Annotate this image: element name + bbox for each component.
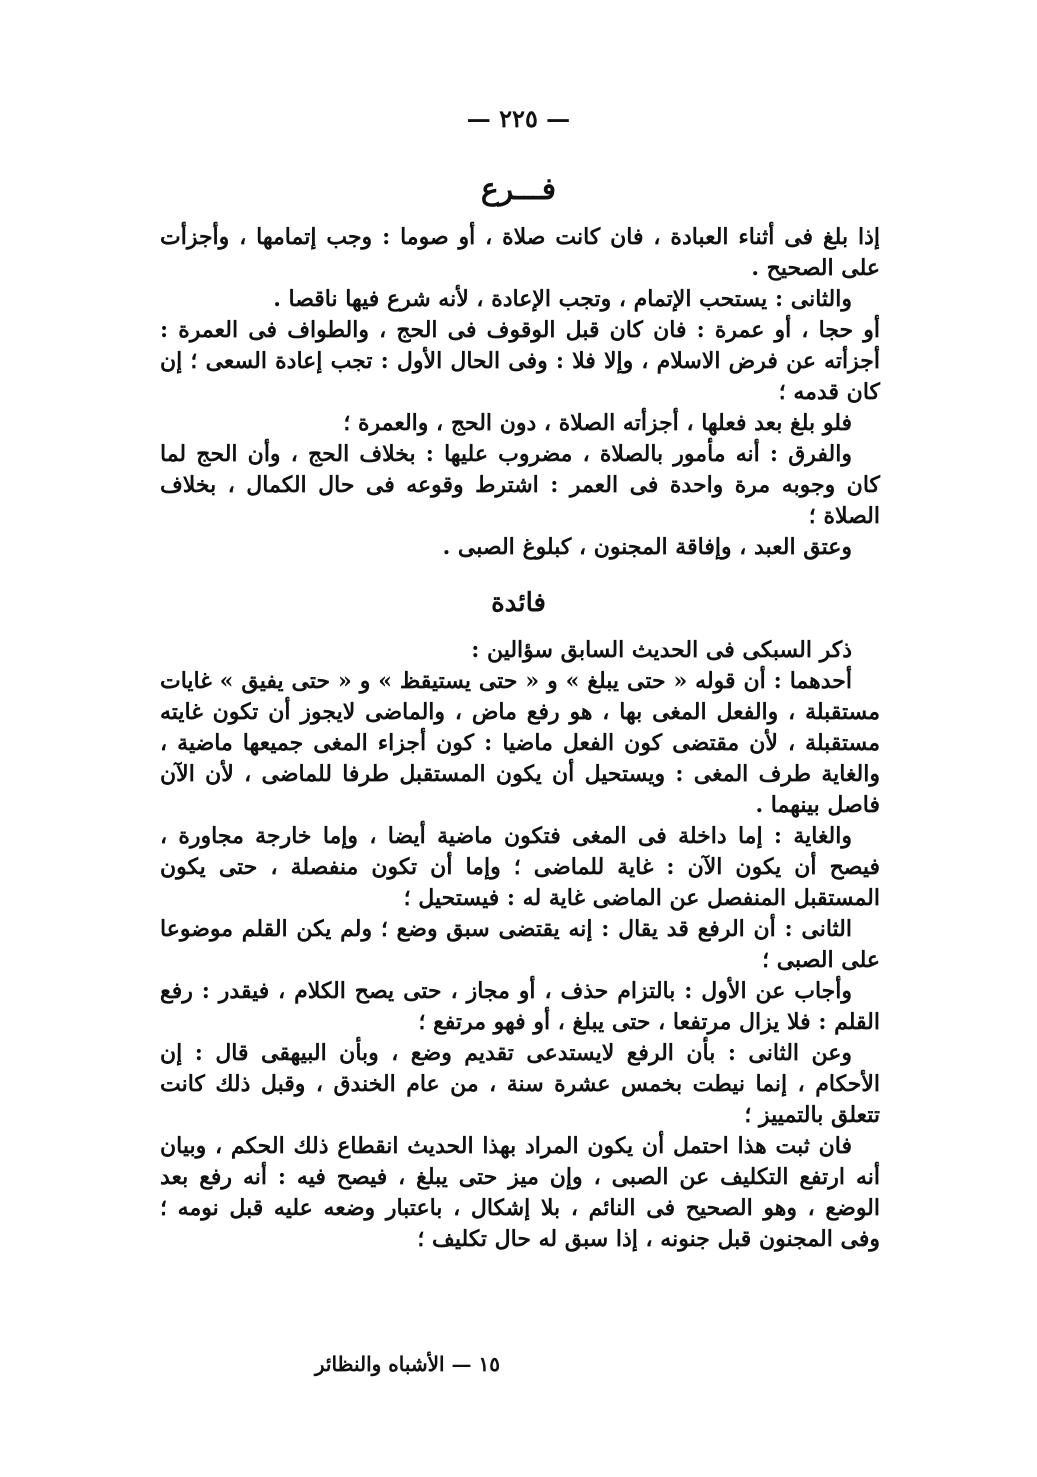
- paragraph: وأجاب عن الأول : بالتزام حذف ، أو مجاز ، حتى يصح الكلام ، فيقدر : رفع القلم : فلا يزال مرتفعا ، حتى يبلغ ، أو فهو مرتفع ؛: [160, 978, 880, 1035]
- paragraph: والثانى : يستحب الإتمام ، وتجب الإعادة ، لأنه شرع فيها ناقصا .: [273, 286, 852, 312]
- section-far-body: [160, 222, 880, 563]
- paragraph: أو حجا ، أو عمرة : فان كان قبل الوقوف فى الحج ، والطواف فى العمرة : أجزأته عن فرض الاسلام ، وإلا فلا : وفى الحال الأول : تجب إعادة السعى ؛ إن كان قدمه ؛: [160, 317, 880, 405]
- section-title-far: فـــرع: [480, 172, 557, 207]
- paragraph: والفرق : أنه مأمور بالصلاة ، مضروب عليها : بخلاف الحج ، وأن الحج لما كان وجوبه مرة واحدة فى العمر : اشترط وقوعه فى حال الكمال ، بخلاف الصلاة ؛: [160, 441, 880, 529]
- section-title-faida: فائدة: [491, 588, 546, 618]
- page-number: — ٢٢٥ —: [466, 104, 571, 133]
- footer-signature: ١٥ — الأشباه والنظائر: [314, 1352, 500, 1376]
- paragraph: فلو بلغ بعد فعلها ، أجزأته الصلاة ، دون الحج ، والعمرة ؛: [343, 410, 852, 436]
- paragraph: الثانى : أن الرفع قد يقال : إنه يقتضى سبق وضع ؛ ولم يكن القلم موضوعا على الصبى ؛: [160, 916, 880, 973]
- paragraph: إذا بلغ فى أثناء العبادة ، فان كانت صلاة ، أو صوما : وجب إتمامها ، وأجزأت على الصحيح .: [160, 224, 880, 281]
- paragraph: أحدهما : أن قوله « حتى يبلغ » و « حتى يستيقظ » و « حتى يفيق » غايات مستقبلة ، والفعل المغى بها ، هو رفع ماض ، والماضى لايجوز أن تكون غايته مستقبلة ، لأن مقتضى كون الفعل ماضيا : كون أجزاء المغى جميعها ماضية ، والغاية طرف المغى : ويستحيل أن يكون المستقبل طرفا للماضى ، لأن الآن فاصل بينهما .: [160, 668, 880, 818]
- paragraph: وعتق العبد ، وإفاقة المجنون ، كبلوغ الصبى .: [442, 534, 852, 560]
- paragraph: ذكر السبكى فى الحديث السابق سؤالين :: [471, 637, 852, 663]
- paragraph: والغاية : إما داخلة فى المغى فتكون ماضية أيضا ، وإما خارجة مجاورة ، فيصح أن يكون الآن : غاية للماضى ؛ وإما أن تكون منفصلة ، حتى يكون المستقبل المنفصل عن الماضى غاية له : فيستحيل ؛: [160, 823, 880, 911]
- section-faida-body: [160, 635, 880, 1255]
- paragraph: وعن الثانى : بأن الرفع لايستدعى تقديم وضع ، وبأن البيهقى قال : إن الأحكام ، إنما نيطت بخمس عشرة سنة ، من عام الخندق ، وقبل ذلك كانت تتعلق بالتمييز ؛: [160, 1040, 880, 1128]
- paragraph: فان ثبت هذا احتمل أن يكون المراد بهذا الحديث انقطاع ذلك الحكم ، وبيان أنه ارتفع التكليف عن الصبى ، وإن ميز حتى يبلغ ، فيصح فيه : أنه رفع بعد الوضع ، وهو الصحيح فى النائم ، بلا إشكال ، باعتبار وضعه عليه قبل نومه ؛ وفى المجنون قبل جنونه ، إذا سبق له حال تكليف ؛: [160, 1133, 880, 1252]
